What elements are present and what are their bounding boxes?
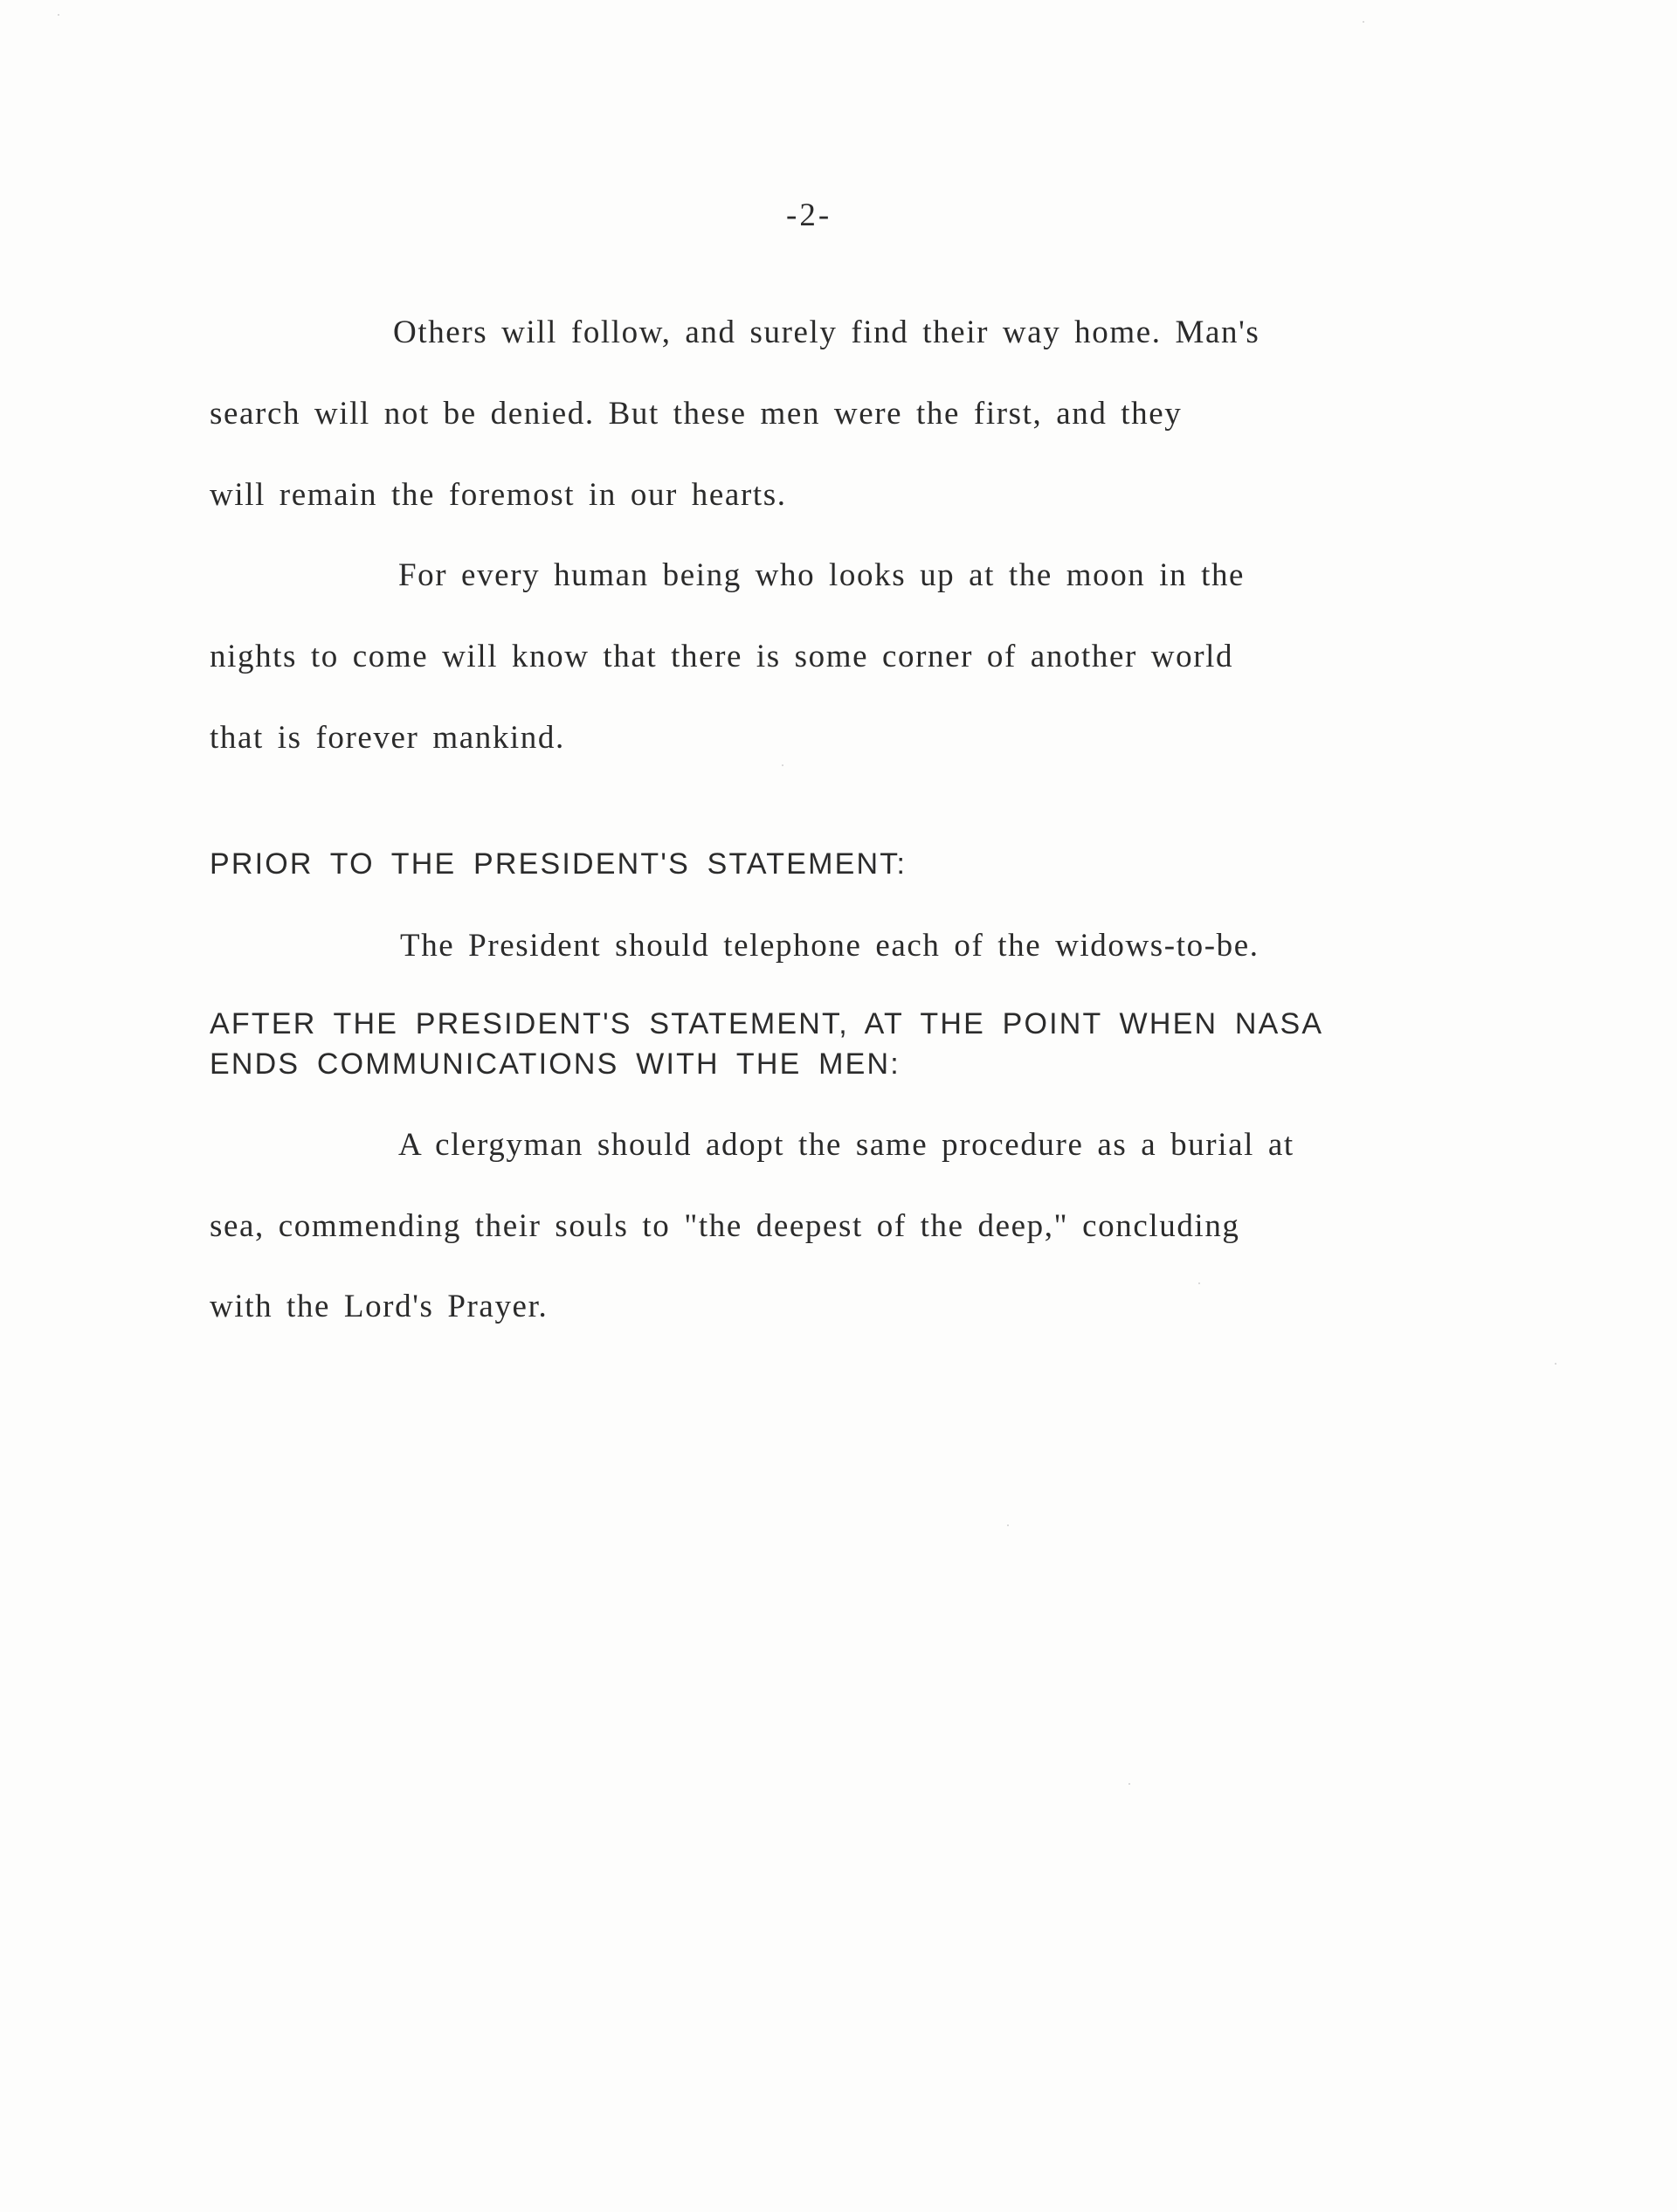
paragraph-line: nights to come will know that there is some corner of another world	[210, 639, 1234, 674]
page-number: -2-	[786, 197, 832, 233]
paragraph-line: with the Lord's Prayer.	[210, 1289, 549, 1324]
paper-speck	[1555, 1363, 1556, 1365]
paper-speck	[1198, 1282, 1200, 1284]
paper-speck	[1007, 1524, 1009, 1526]
paper-speck	[782, 764, 783, 766]
section-heading-after: ENDS COMMUNICATIONS WITH THE MEN:	[210, 1047, 901, 1081]
paper-speck	[58, 14, 59, 16]
section-heading-prior: PRIOR TO THE PRESIDENT'S STATEMENT:	[210, 847, 908, 881]
paragraph-line: A clergyman should adopt the same procedure as a burial at	[398, 1127, 1294, 1163]
paragraph-line: that is forever mankind.	[210, 720, 565, 756]
paper-speck	[1363, 21, 1364, 23]
paragraph-line: sea, commending their souls to "the deepest of the deep," concluding	[210, 1208, 1240, 1244]
paragraph-line: search will not be denied. But these men were the first, and they	[210, 396, 1183, 432]
section-heading-after: AFTER THE PRESIDENT'S STATEMENT, AT THE POINT WHEN NASA	[210, 1007, 1324, 1040]
paragraph-line: will remain the foremost in our hearts.	[210, 477, 787, 513]
paper-speck	[1128, 1783, 1130, 1785]
paragraph-line: Others will follow, and surely find their way home. Man's	[393, 315, 1260, 350]
prior-instruction: The President should telephone each of the widows-to-be.	[400, 928, 1259, 964]
paragraph-line: For every human being who looks up at the moon in the	[398, 557, 1246, 593]
